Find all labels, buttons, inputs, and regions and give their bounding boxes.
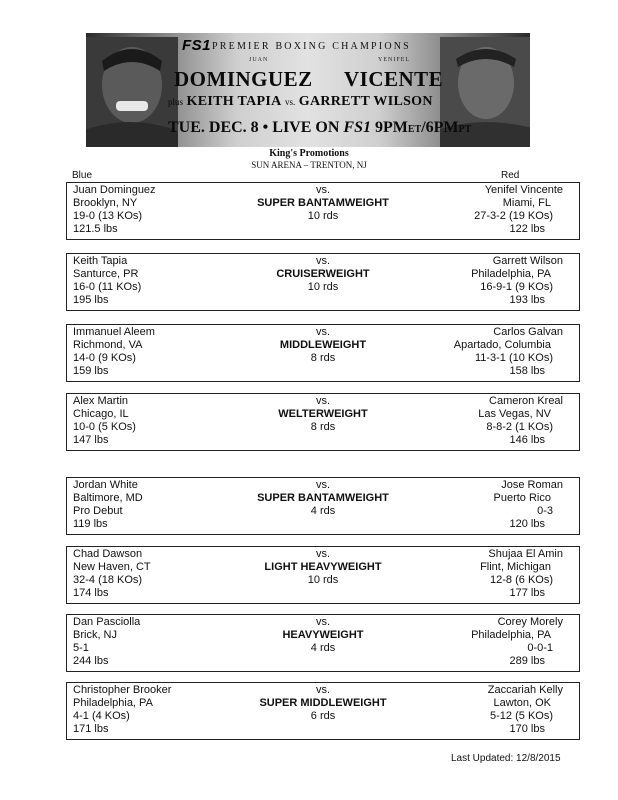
- red-fighter-name: Shujaa El Amin: [488, 548, 563, 560]
- blue-fighter-record: 32-4 (18 KOs): [73, 574, 143, 586]
- co-plus: plus: [168, 97, 184, 107]
- blue-fighter-record: 14-0 (9 KOs): [73, 352, 136, 364]
- broadcast-line: [168, 119, 471, 137]
- red-corner-label: Red: [501, 170, 520, 181]
- red-fighter-weight: 193 lbs: [509, 294, 545, 306]
- red-fighter-hometown: Miami, FL: [502, 197, 551, 209]
- weight-class: SUPER BANTAMWEIGHT: [257, 492, 389, 504]
- red-fighter-record: 8-8-2 (1 KOs): [486, 421, 553, 433]
- blue-fighter-name: Juan Dominguez: [73, 184, 156, 196]
- tz-1: ET: [407, 124, 422, 135]
- blue-fighter-weight: 195 lbs: [73, 294, 109, 306]
- red-fighter-hometown: Las Vegas, NV: [478, 408, 551, 420]
- blue-fighter-name: Christopher Brooker: [73, 684, 172, 696]
- red-fighter-hometown: Lawton, OK: [493, 697, 551, 709]
- red-fighter-hometown: Apartado, Columbia: [453, 339, 551, 351]
- red-fighter-hometown: Flint, Michigan: [480, 561, 551, 573]
- vs-label: vs.: [315, 616, 331, 628]
- red-fighter-weight: 170 lbs: [509, 723, 545, 735]
- blue-fighter-weight: 147 lbs: [73, 434, 109, 446]
- red-fighter-record: 27-3-2 (19 KOs): [474, 210, 553, 222]
- red-fighter-record: 12-8 (6 KOs): [490, 574, 553, 586]
- blue-fighter-record: 5-1: [73, 642, 89, 654]
- venue-name: SUN ARENA – TRENTON, NJ: [251, 160, 367, 170]
- red-fighter-name: Garrett Wilson: [492, 255, 563, 267]
- blue-fighter-weight: 159 lbs: [73, 365, 109, 377]
- bout-card: [66, 182, 580, 240]
- event-banner: [86, 33, 530, 147]
- blue-fighter-name: Chad Dawson: [73, 548, 143, 560]
- red-fighter-record: 0-3: [537, 505, 553, 517]
- blue-fighter-weight: 119 lbs: [73, 518, 108, 530]
- red-fighter-weight: 158 lbs: [509, 365, 545, 377]
- scheduled-rounds: 4 rds: [310, 505, 336, 517]
- red-fighter-name: Zaccariah Kelly: [487, 684, 563, 696]
- weight-class: SUPER BANTAMWEIGHT: [257, 197, 389, 209]
- blue-fighter-weight: 244 lbs: [73, 655, 109, 667]
- weight-class: WELTERWEIGHT: [278, 408, 368, 420]
- bout-card: [66, 393, 580, 451]
- red-fighter-hometown: Philadelphia, PA: [471, 629, 551, 641]
- date-text: TUE. DEC. 8 • LIVE ON: [168, 119, 340, 136]
- blue-fighter-hometown: Chicago, IL: [73, 408, 129, 420]
- blue-fighter-hometown: Santurce, PR: [73, 268, 139, 280]
- fighter-a-last-name: DOMINGUEZ: [174, 67, 313, 91]
- weight-class: LIGHT HEAVYWEIGHT: [264, 561, 382, 573]
- weight-class: SUPER MIDDLEWEIGHT: [259, 697, 387, 709]
- red-fighter-name: Carlos Galvan: [493, 326, 563, 338]
- red-fighter-record: 0-0-1: [527, 642, 553, 654]
- red-fighter-weight: 177 lbs: [509, 587, 545, 599]
- blue-fighter-name: Immanuel Aleem: [73, 326, 155, 338]
- red-fighter-name: Jose Roman: [501, 479, 563, 491]
- red-fighter-record: 16-9-1 (9 KOs): [480, 281, 553, 293]
- series-title: PREMIER BOXING CHAMPIONS: [212, 41, 411, 52]
- vs-label: vs.: [315, 479, 331, 491]
- blue-fighter-record: Pro Debut: [73, 505, 123, 517]
- fighter-a-first-name: JUAN: [249, 57, 269, 63]
- bout-card: [66, 324, 580, 382]
- blue-corner-label: Blue: [72, 170, 93, 181]
- blue-fighter-name: Jordan White: [73, 479, 138, 491]
- fighter-b-first-name: YENIFEL: [378, 57, 410, 63]
- blue-fighter-hometown: Brick, NJ: [73, 629, 117, 641]
- weight-class: CRUISERWEIGHT: [276, 268, 370, 280]
- red-fighter-hometown: Philadelphia, PA: [471, 268, 551, 280]
- vs-label: vs.: [315, 684, 331, 696]
- blue-fighter-hometown: Philadelphia, PA: [73, 697, 153, 709]
- co-vs: vs.: [285, 97, 296, 107]
- vs-label: vs.: [315, 184, 331, 196]
- scheduled-rounds: 8 rds: [310, 352, 336, 364]
- time-1: 9PM: [374, 119, 408, 136]
- red-fighter-name: Corey Morely: [497, 616, 563, 628]
- blue-fighter-name: Keith Tapia: [73, 255, 128, 267]
- bout-card: [66, 253, 580, 311]
- red-fighter-weight: 146 lbs: [509, 434, 545, 446]
- blue-fighter-record: 19-0 (13 KOs): [73, 210, 143, 222]
- blue-fighter-name: Dan Pasciolla: [73, 616, 141, 628]
- blue-fighter-hometown: Brooklyn, NY: [73, 197, 138, 209]
- time-2: /6PM: [421, 119, 459, 136]
- blue-fighter-record: 10-0 (5 KOs): [73, 421, 136, 433]
- red-fighter-record: 5-12 (5 KOs): [490, 710, 553, 722]
- blue-fighter-weight: 121.5 lbs: [73, 223, 118, 235]
- scheduled-rounds: 10 rds: [307, 574, 339, 586]
- scheduled-rounds: 10 rds: [307, 281, 339, 293]
- vs-label: vs.: [315, 326, 331, 338]
- blue-fighter-hometown: New Haven, CT: [73, 561, 151, 573]
- weight-class: MIDDLEWEIGHT: [279, 339, 367, 351]
- weight-class: HEAVYWEIGHT: [282, 629, 364, 641]
- red-fighter-name: Yenifel Vincente: [484, 184, 563, 196]
- last-updated: Last Updated: 12/8/2015: [451, 753, 561, 764]
- blue-fighter-weight: 171 lbs: [73, 723, 109, 735]
- blue-fighter-record: 4-1 (4 KOs): [73, 710, 130, 722]
- red-fighter-weight: 122 lbs: [509, 223, 545, 235]
- fighter-b-last-name: VICENTE: [344, 67, 444, 91]
- vs-label: vs.: [315, 255, 331, 267]
- network-logo: FS1: [343, 119, 371, 136]
- promoter-name: King's Promotions: [269, 148, 349, 159]
- co-feature-line: [168, 94, 433, 110]
- fighter-a-photo: [86, 37, 178, 147]
- red-fighter-name: Cameron Kreal: [489, 395, 563, 407]
- red-fighter-weight: 120 lbs: [509, 518, 545, 530]
- fs1-logo: FS1: [182, 37, 212, 54]
- scheduled-rounds: 6 rds: [310, 710, 336, 722]
- bout-card: [66, 614, 580, 672]
- blue-fighter-hometown: Richmond, VA: [73, 339, 143, 351]
- red-fighter-weight: 289 lbs: [509, 655, 545, 667]
- blue-fighter-hometown: Baltimore, MD: [73, 492, 143, 504]
- scheduled-rounds: 8 rds: [310, 421, 336, 433]
- tz-2: PT: [458, 124, 472, 135]
- co-fighter-b: GARRETT WILSON: [298, 94, 433, 109]
- scheduled-rounds: 10 rds: [307, 210, 339, 222]
- bout-card: [66, 546, 580, 604]
- bout-card: [66, 477, 580, 535]
- red-fighter-record: 11-3-1 (10 KOs): [474, 352, 553, 364]
- bout-card: [66, 682, 580, 740]
- co-fighter-a: KEITH TAPIA: [186, 94, 282, 109]
- scheduled-rounds: 4 rds: [310, 642, 336, 654]
- red-fighter-hometown: Puerto Rico: [493, 492, 551, 504]
- blue-fighter-name: Alex Martin: [73, 395, 129, 407]
- blue-fighter-record: 16-0 (11 KOs): [73, 281, 142, 293]
- blue-fighter-weight: 174 lbs: [73, 587, 109, 599]
- vs-label: vs.: [315, 548, 331, 560]
- vs-label: vs.: [315, 395, 331, 407]
